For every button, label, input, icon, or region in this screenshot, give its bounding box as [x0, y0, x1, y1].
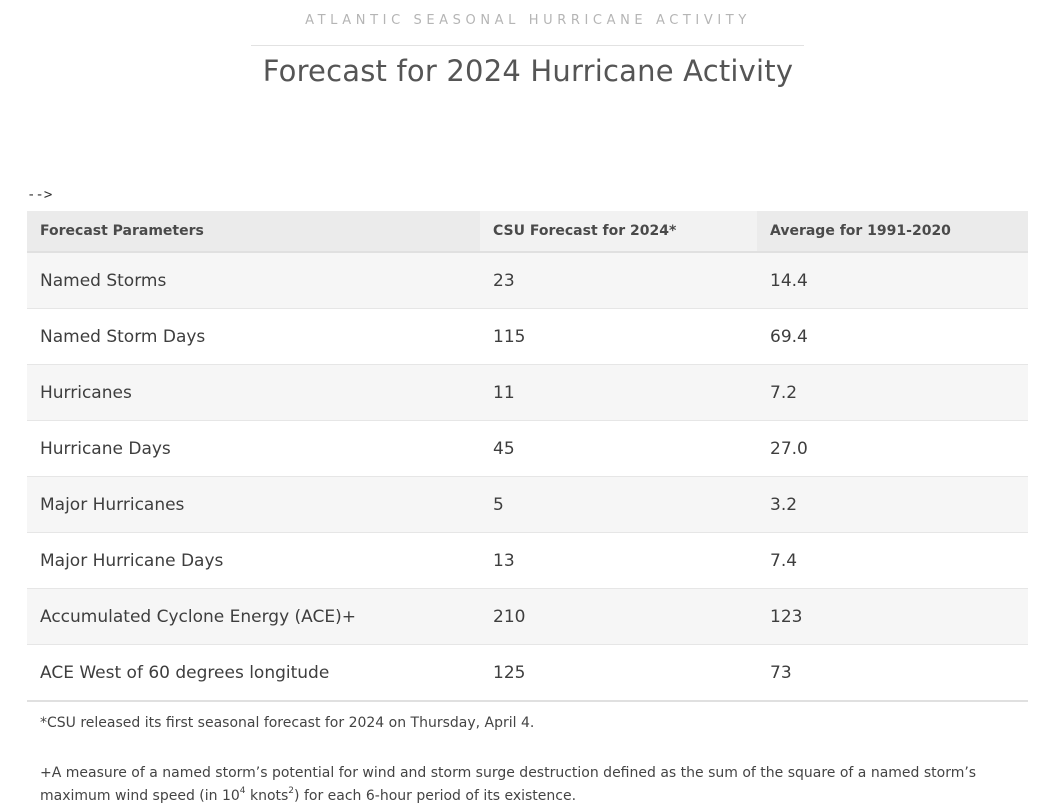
footnote-ace-unit: knots	[245, 788, 289, 804]
forecast-cell: 45	[480, 421, 757, 477]
average-cell: 73	[757, 645, 1028, 702]
table-row	[27, 365, 1028, 421]
table-row	[27, 589, 1028, 645]
stray-comment-text: -->	[27, 187, 53, 203]
header-csu-forecast: CSU Forecast for 2024*	[480, 211, 757, 252]
average-cell: 123	[757, 589, 1028, 645]
table-row	[27, 533, 1028, 589]
average-cell: 27.0	[757, 421, 1028, 477]
footnote-release-date: *CSU released its first seasonal forecast for 2024 on Thursday, April 4.	[40, 715, 535, 731]
parameter-cell: Named Storm Days	[27, 309, 480, 365]
average-cell: 69.4	[757, 309, 1028, 365]
table-row	[27, 309, 1028, 365]
parameter-cell: Named Storms	[27, 252, 480, 309]
table-header-row	[27, 211, 1028, 252]
forecast-table	[27, 211, 1028, 702]
section-eyebrow: ATLANTIC SEASONAL HURRICANE ACTIVITY	[305, 13, 751, 28]
footnote-ace-definition	[40, 762, 1000, 808]
title-divider	[251, 45, 804, 46]
table-row	[27, 645, 1028, 702]
page-title: Forecast for 2024 Hurricane Activity	[262, 54, 794, 88]
header-average: Average for 1991-2020	[757, 211, 1028, 252]
forecast-cell: 11	[480, 365, 757, 421]
table-row	[27, 477, 1028, 533]
average-cell: 14.4	[757, 252, 1028, 309]
forecast-cell: 115	[480, 309, 757, 365]
forecast-cell: 23	[480, 252, 757, 309]
table-row	[27, 421, 1028, 477]
superscript-exponent: 2	[288, 786, 295, 796]
parameter-cell: Major Hurricanes	[27, 477, 480, 533]
parameter-cell: Hurricanes	[27, 365, 480, 421]
footnote-ace-text: +A measure of a named storm’s potential for wind and storm surge destruction defined as the sum of the square of a named storm’s maximum wind speed (in 10	[40, 765, 977, 804]
superscript-exponent: 4	[239, 786, 246, 796]
average-cell: 7.4	[757, 533, 1028, 589]
header-forecast-parameters: Forecast Parameters	[27, 211, 480, 252]
average-cell: 7.2	[757, 365, 1028, 421]
parameter-cell: Hurricane Days	[27, 421, 480, 477]
forecast-cell: 125	[480, 645, 757, 702]
parameter-cell: ACE West of 60 degrees longitude	[27, 645, 480, 702]
average-cell: 3.2	[757, 477, 1028, 533]
forecast-cell: 5	[480, 477, 757, 533]
parameter-cell: Accumulated Cyclone Energy (ACE)+	[27, 589, 480, 645]
parameter-cell: Major Hurricane Days	[27, 533, 480, 589]
table-row	[27, 252, 1028, 309]
forecast-cell: 13	[480, 533, 757, 589]
forecast-cell: 210	[480, 589, 757, 645]
footnote-ace-end: ) for each 6-hour period of its existence.	[294, 788, 577, 804]
